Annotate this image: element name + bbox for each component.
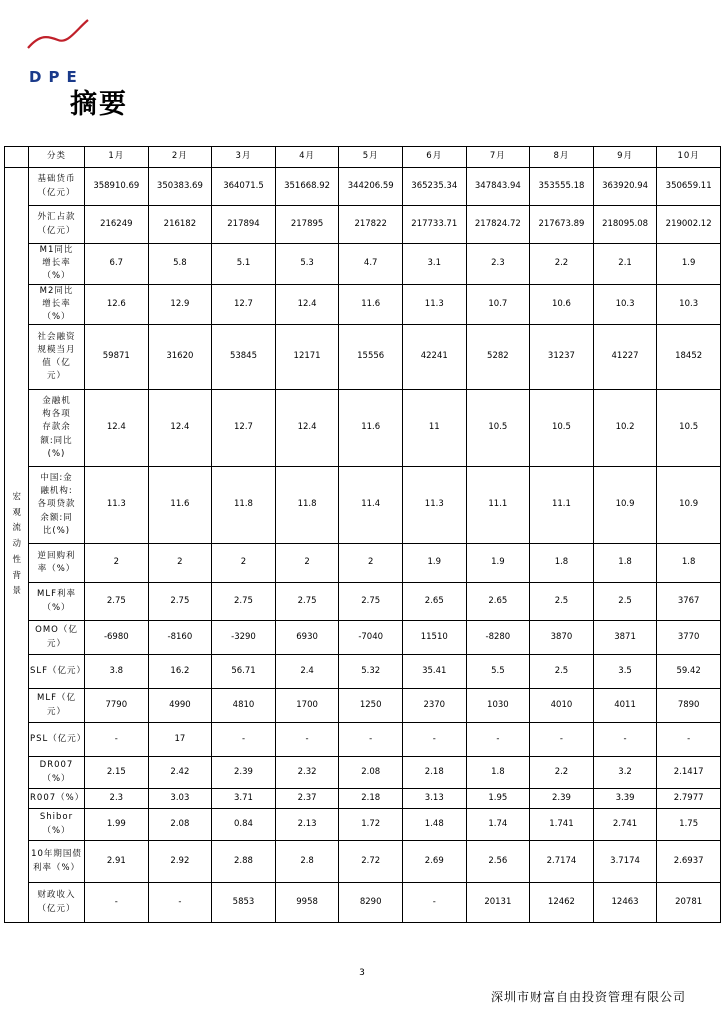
table-cell: 20131 xyxy=(466,883,530,923)
table-cell: 2.5 xyxy=(530,655,594,689)
table-cell: 2.75 xyxy=(85,583,149,621)
table-cell: 12.9 xyxy=(148,284,212,325)
table-cell: 11.4 xyxy=(339,467,403,544)
table-cell: 351668.92 xyxy=(275,168,339,206)
table-cell: 2.39 xyxy=(212,757,276,789)
table-cell: 1.741 xyxy=(530,809,594,841)
table-cell: 365235.34 xyxy=(402,168,466,206)
table-cell: 2.15 xyxy=(85,757,149,789)
table-cell: 363920.94 xyxy=(593,168,657,206)
header-month: 6月 xyxy=(402,147,466,168)
table-cell: - xyxy=(275,723,339,757)
table-cell: 217733.71 xyxy=(402,206,466,244)
table-cell: 1030 xyxy=(466,689,530,723)
row-label xyxy=(29,723,85,757)
table-cell: -8280 xyxy=(466,621,530,655)
table-cell: 10.5 xyxy=(530,390,594,467)
table-cell: 3.1 xyxy=(402,244,466,285)
row-label-text: 逆回购利率（%） xyxy=(37,550,76,575)
row-label-text: 10年期国债利率（%） xyxy=(31,849,82,873)
table-cell: 219002.12 xyxy=(657,206,721,244)
table-row xyxy=(5,206,721,244)
table-cell: 2.75 xyxy=(148,583,212,621)
table-cell: 2 xyxy=(85,544,149,583)
row-label-text: DR007（%） xyxy=(39,760,74,784)
table-row xyxy=(5,841,721,883)
company-logo xyxy=(26,18,96,86)
table-row xyxy=(5,723,721,757)
row-label-text: SLF（亿元） xyxy=(30,665,87,676)
table-cell: 5.3 xyxy=(275,244,339,285)
table-cell: - xyxy=(85,723,149,757)
table-cell: 11.3 xyxy=(402,467,466,544)
table-cell: 12.7 xyxy=(212,284,276,325)
table-cell: 1.72 xyxy=(339,809,403,841)
table-cell: 2 xyxy=(212,544,276,583)
table-cell: 2.5 xyxy=(530,583,594,621)
row-label-text: 基础货币（亿元） xyxy=(37,174,76,198)
table-cell: 2.91 xyxy=(85,841,149,883)
logo-text: DPE xyxy=(29,68,84,86)
table-cell: 5853 xyxy=(212,883,276,923)
table-cell: 3.7174 xyxy=(593,841,657,883)
table-cell: 5.32 xyxy=(339,655,403,689)
table-cell: 1.9 xyxy=(657,244,721,285)
table-cell: 5282 xyxy=(466,325,530,390)
table-cell: 12462 xyxy=(530,883,594,923)
table-cell: 42241 xyxy=(402,325,466,390)
header-month: 1月 xyxy=(85,147,149,168)
table-cell: 2.13 xyxy=(275,809,339,841)
row-label xyxy=(29,789,85,809)
table-row xyxy=(5,544,721,583)
table-cell: 2.741 xyxy=(593,809,657,841)
table-cell: 17 xyxy=(148,723,212,757)
table-cell: 2 xyxy=(275,544,339,583)
table-cell: 2.32 xyxy=(275,757,339,789)
table-cell: - xyxy=(657,723,721,757)
header-month: 3月 xyxy=(212,147,276,168)
table-cell: 11.6 xyxy=(148,467,212,544)
table-cell: 2.72 xyxy=(339,841,403,883)
table-cell: 1700 xyxy=(275,689,339,723)
table-cell: 2.1 xyxy=(593,244,657,285)
row-label-text: R007（%） xyxy=(30,792,85,803)
table-cell: 11.3 xyxy=(402,284,466,325)
row-label xyxy=(29,757,85,789)
table-cell: 3770 xyxy=(657,621,721,655)
logo-swoosh-icon xyxy=(26,18,96,52)
table-cell: 11.1 xyxy=(466,467,530,544)
table-cell: - xyxy=(593,723,657,757)
table-cell: 11 xyxy=(402,390,466,467)
table-cell: 11.6 xyxy=(339,284,403,325)
table-cell: 1.8 xyxy=(530,544,594,583)
table-cell: 3.39 xyxy=(593,789,657,809)
table-cell: 15556 xyxy=(339,325,403,390)
table-cell: 2.3 xyxy=(466,244,530,285)
table-cell: 4010 xyxy=(530,689,594,723)
table-cell: - xyxy=(148,883,212,923)
row-label-text: 中国:金融机构:各项贷款余额:同比(%) xyxy=(37,473,76,536)
table-header-row xyxy=(5,147,721,168)
page-title: 摘要 xyxy=(70,89,128,120)
table-cell: 216249 xyxy=(85,206,149,244)
row-label xyxy=(29,544,85,583)
table-cell: 2.75 xyxy=(339,583,403,621)
table-cell: 10.2 xyxy=(593,390,657,467)
table-cell: - xyxy=(402,723,466,757)
table-cell: 12.4 xyxy=(148,390,212,467)
table-cell: 1.48 xyxy=(402,809,466,841)
table-cell: - xyxy=(85,883,149,923)
table-cell: 2.75 xyxy=(275,583,339,621)
table-cell: 358910.69 xyxy=(85,168,149,206)
footer-company-name: 深圳市财富自由投资管理有限公司 xyxy=(490,990,686,1004)
table-cell: 218095.08 xyxy=(593,206,657,244)
table-cell: 6930 xyxy=(275,621,339,655)
table-cell: 5.8 xyxy=(148,244,212,285)
table-cell: 2370 xyxy=(402,689,466,723)
table-cell: 3767 xyxy=(657,583,721,621)
table-cell: - xyxy=(339,723,403,757)
table-cell: 5.5 xyxy=(466,655,530,689)
table-cell: 2.8 xyxy=(275,841,339,883)
row-label xyxy=(29,206,85,244)
table-row xyxy=(5,757,721,789)
table-cell: 2.39 xyxy=(530,789,594,809)
table-cell: 2.4 xyxy=(275,655,339,689)
table-row xyxy=(5,809,721,841)
row-label xyxy=(29,284,85,325)
table-cell: 31237 xyxy=(530,325,594,390)
header-blank xyxy=(5,147,29,168)
table-cell: 4990 xyxy=(148,689,212,723)
table-cell: 4810 xyxy=(212,689,276,723)
table-cell: -8160 xyxy=(148,621,212,655)
table-cell: 41227 xyxy=(593,325,657,390)
table-cell: 3.03 xyxy=(148,789,212,809)
table-cell: 217673.89 xyxy=(530,206,594,244)
table-cell: 12.6 xyxy=(85,284,149,325)
table-row xyxy=(5,284,721,325)
table-cell: 2.08 xyxy=(148,809,212,841)
table-cell: 7790 xyxy=(85,689,149,723)
row-label xyxy=(29,655,85,689)
table-cell: 20781 xyxy=(657,883,721,923)
table-row xyxy=(5,390,721,467)
table-cell: 11.3 xyxy=(85,467,149,544)
table-cell: 1.8 xyxy=(657,544,721,583)
table-cell: 1.9 xyxy=(402,544,466,583)
table-cell: 2.92 xyxy=(148,841,212,883)
table-row xyxy=(5,467,721,544)
table-cell: 1.75 xyxy=(657,809,721,841)
table-cell: 364071.5 xyxy=(212,168,276,206)
table-cell: 2 xyxy=(339,544,403,583)
row-label-text: 外汇占款（亿元） xyxy=(37,212,76,236)
table-cell: 2.6937 xyxy=(657,841,721,883)
row-label-text: M2同比增长率（%） xyxy=(39,285,74,322)
table-cell: 56.71 xyxy=(212,655,276,689)
table-cell: 4011 xyxy=(593,689,657,723)
page-number: 3 xyxy=(359,968,365,978)
row-label-text: M1同比增长率（%） xyxy=(39,245,74,282)
table-cell: 3.71 xyxy=(212,789,276,809)
row-label-text: OMO（亿元） xyxy=(35,625,78,649)
row-label-text: 财政收入（亿元） xyxy=(37,890,76,914)
table-cell: 10.7 xyxy=(466,284,530,325)
table-cell: 11.1 xyxy=(530,467,594,544)
table-row xyxy=(5,244,721,285)
table-cell: 2.37 xyxy=(275,789,339,809)
table-cell: 16.2 xyxy=(148,655,212,689)
table-cell: 4.7 xyxy=(339,244,403,285)
table-cell: 11510 xyxy=(402,621,466,655)
table-cell: 3.13 xyxy=(402,789,466,809)
table-cell: 6.7 xyxy=(85,244,149,285)
table-cell: 18452 xyxy=(657,325,721,390)
table-cell: 217895 xyxy=(275,206,339,244)
table-cell: 31620 xyxy=(148,325,212,390)
table-cell: 217824.72 xyxy=(466,206,530,244)
table-cell: -7040 xyxy=(339,621,403,655)
table-cell: 3870 xyxy=(530,621,594,655)
row-label-text: Shibor（%） xyxy=(39,812,74,836)
table-cell: 2.2 xyxy=(530,757,594,789)
table-cell: 2.2 xyxy=(530,244,594,285)
table-cell: 10.6 xyxy=(530,284,594,325)
row-label xyxy=(29,467,85,544)
row-label xyxy=(29,583,85,621)
table-cell: 2.3 xyxy=(85,789,149,809)
table-cell: 2.65 xyxy=(402,583,466,621)
table-cell: - xyxy=(466,723,530,757)
table-cell: 10.9 xyxy=(657,467,721,544)
header-month: 9月 xyxy=(593,147,657,168)
table-cell: 12.4 xyxy=(85,390,149,467)
summary-table xyxy=(4,146,721,923)
table-cell: 12.4 xyxy=(275,390,339,467)
header-month: 5月 xyxy=(339,147,403,168)
table-cell: 5.1 xyxy=(212,244,276,285)
row-label-text: MLF（亿元） xyxy=(37,693,76,717)
section-label: 宏观流动性背景 xyxy=(12,492,22,597)
table-cell: 1250 xyxy=(339,689,403,723)
table-cell: 353555.18 xyxy=(530,168,594,206)
table-cell: -6980 xyxy=(85,621,149,655)
table-cell: 1.8 xyxy=(593,544,657,583)
table-cell: 11.8 xyxy=(275,467,339,544)
table-row xyxy=(5,621,721,655)
row-label-text: MLF利率（%） xyxy=(37,589,76,613)
table-cell: 2.75 xyxy=(212,583,276,621)
header-month: 10月 xyxy=(657,147,721,168)
table-row xyxy=(5,883,721,923)
header-category: 分类 xyxy=(29,147,85,168)
table-cell: 2.69 xyxy=(402,841,466,883)
table-row xyxy=(5,168,721,206)
table-cell: 7890 xyxy=(657,689,721,723)
table-cell: - xyxy=(212,723,276,757)
table-row xyxy=(5,655,721,689)
table-cell: 3.2 xyxy=(593,757,657,789)
table-cell: 10.3 xyxy=(593,284,657,325)
table-cell: 2.18 xyxy=(339,789,403,809)
row-label xyxy=(29,168,85,206)
table-row xyxy=(5,325,721,390)
table-row xyxy=(5,689,721,723)
row-label xyxy=(29,244,85,285)
table-cell: 12463 xyxy=(593,883,657,923)
table-cell: 2.08 xyxy=(339,757,403,789)
table-cell: 12.7 xyxy=(212,390,276,467)
table-cell: 2.42 xyxy=(148,757,212,789)
table-cell: 3.8 xyxy=(85,655,149,689)
table-cell: 53845 xyxy=(212,325,276,390)
table-cell: 3871 xyxy=(593,621,657,655)
row-label-text: 金融机构各项存款余额:同比(%) xyxy=(40,396,73,459)
header-month: 2月 xyxy=(148,147,212,168)
row-label-text: PSL（亿元） xyxy=(30,733,87,744)
row-label-text: 社会融资规模当月值（亿元） xyxy=(37,331,76,382)
row-label xyxy=(29,883,85,923)
table-cell: - xyxy=(402,883,466,923)
row-label xyxy=(29,621,85,655)
table-cell: 1.8 xyxy=(466,757,530,789)
table-cell: 1.95 xyxy=(466,789,530,809)
table-cell: 12.4 xyxy=(275,284,339,325)
header-month: 8月 xyxy=(530,147,594,168)
table-cell: 350383.69 xyxy=(148,168,212,206)
table-cell: 10.9 xyxy=(593,467,657,544)
table-cell: 2.56 xyxy=(466,841,530,883)
table-cell: 2.1417 xyxy=(657,757,721,789)
table-cell: 10.5 xyxy=(466,390,530,467)
table-cell: 59871 xyxy=(85,325,149,390)
table-cell: 2.5 xyxy=(593,583,657,621)
table-cell: 10.5 xyxy=(657,390,721,467)
table-cell: 217822 xyxy=(339,206,403,244)
table-cell: 3.5 xyxy=(593,655,657,689)
section-label-cell xyxy=(5,168,29,923)
header-month: 4月 xyxy=(275,147,339,168)
table-cell: 217894 xyxy=(212,206,276,244)
table-cell: 9958 xyxy=(275,883,339,923)
table-cell: - xyxy=(530,723,594,757)
row-label xyxy=(29,390,85,467)
table-cell: 2.18 xyxy=(402,757,466,789)
table-cell: 1.99 xyxy=(85,809,149,841)
table-cell: 59.42 xyxy=(657,655,721,689)
table-cell: 2.88 xyxy=(212,841,276,883)
row-label xyxy=(29,809,85,841)
table-cell: 12171 xyxy=(275,325,339,390)
row-label xyxy=(29,841,85,883)
table-cell: 2 xyxy=(148,544,212,583)
table-cell: 10.3 xyxy=(657,284,721,325)
table-cell: 11.8 xyxy=(212,467,276,544)
table-cell: 35.41 xyxy=(402,655,466,689)
table-cell: 2.65 xyxy=(466,583,530,621)
table-row xyxy=(5,789,721,809)
row-label xyxy=(29,689,85,723)
table-row xyxy=(5,583,721,621)
table-cell: 350659.11 xyxy=(657,168,721,206)
table-cell: 1.74 xyxy=(466,809,530,841)
table-cell: 347843.94 xyxy=(466,168,530,206)
table-cell: -3290 xyxy=(212,621,276,655)
table-cell: 8290 xyxy=(339,883,403,923)
table-cell: 2.7174 xyxy=(530,841,594,883)
header-month: 7月 xyxy=(466,147,530,168)
table-cell: 344206.59 xyxy=(339,168,403,206)
table-cell: 11.6 xyxy=(339,390,403,467)
table-cell: 1.9 xyxy=(466,544,530,583)
table-cell: 2.7977 xyxy=(657,789,721,809)
row-label xyxy=(29,325,85,390)
table-cell: 216182 xyxy=(148,206,212,244)
table-cell: 0.84 xyxy=(212,809,276,841)
